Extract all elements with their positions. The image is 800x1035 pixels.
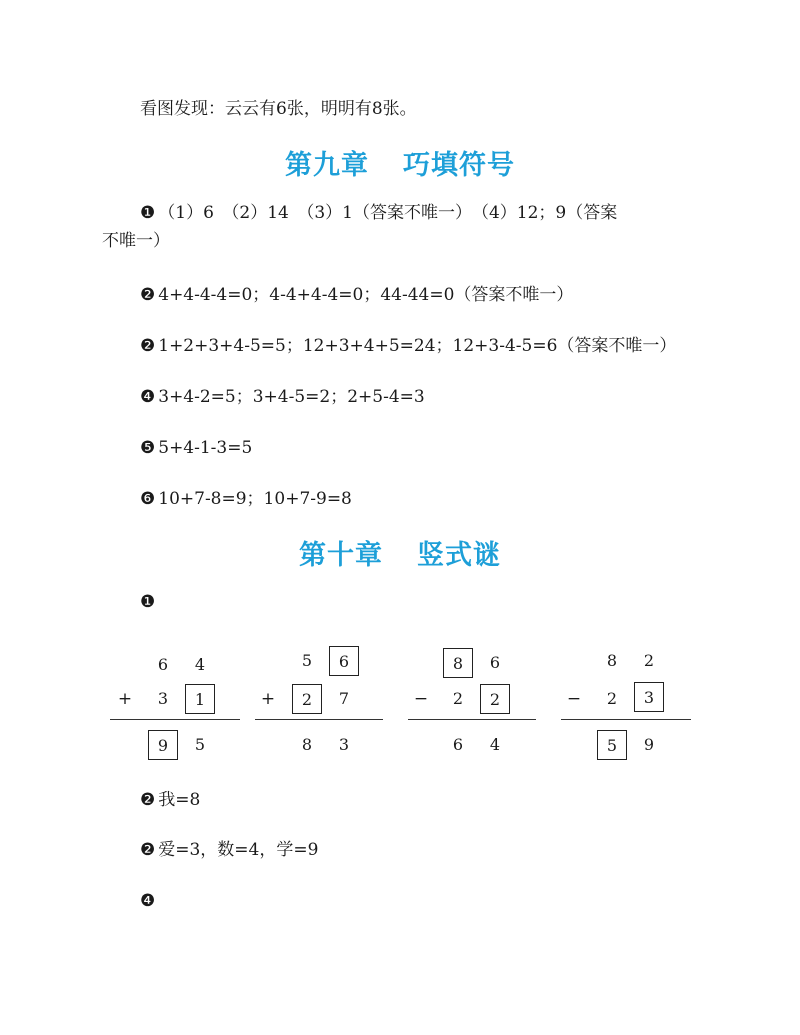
p3-top-tens-box: 8	[443, 648, 473, 678]
p4-rule	[561, 719, 691, 720]
ch9-item-1-line1: （1）6 （2）14 （3）1（答案不唯一） （4）12；9（答案	[158, 203, 618, 223]
p2-top-ones-box: 6	[329, 646, 359, 676]
ch9-item-2-text: 4+4-4-4=0；4-4+4-4=0；44-44=0（答案不唯一）	[158, 285, 574, 305]
ch9-item-5	[140, 436, 252, 460]
ch9-item-3-mark: ❷	[140, 336, 156, 356]
chapter-9-title: 巧填符号	[403, 150, 515, 181]
ch9-item-2	[140, 283, 573, 307]
ch10-item-3	[140, 838, 318, 862]
chapter-10-heading	[0, 533, 800, 572]
ch9-item-4	[140, 385, 425, 409]
ch10-item-4-mark: ❹	[140, 891, 156, 911]
p3-bottom-ones: 4	[489, 735, 501, 754]
p3-mid-ones-box: 2	[480, 684, 510, 714]
p1-top-ones: 4	[194, 655, 206, 674]
p4-bottom-tens-box: 5	[597, 730, 627, 760]
p2-operator: +	[260, 689, 276, 709]
p2-rule	[255, 719, 383, 720]
ch9-item-6-text: 10+7-8=9；10+7-9=8	[158, 489, 352, 509]
chapter-10-title: 竖式谜	[417, 540, 501, 571]
intro-line: 看图发现：云云有6张，明明有8张。	[140, 99, 417, 119]
ch9-item-3-text: 1+2+3+4-5=5；12+3+4+5=24；12+3-4-5=6（答案不唯一）	[158, 336, 677, 356]
ch9-item-3	[140, 334, 676, 358]
p2-top-tens: 5	[301, 651, 313, 670]
vertical-puzzle-1	[110, 650, 240, 760]
p1-mid-ones-box: 1	[185, 684, 215, 714]
ch10-item-2	[140, 788, 200, 812]
vertical-puzzle-3	[408, 646, 536, 760]
p4-mid-ones-box: 3	[634, 682, 664, 712]
ch9-item-6	[140, 487, 352, 511]
chapter-9-number: 第九章	[285, 150, 369, 181]
ch9-item-1-mark: ❶	[140, 203, 156, 223]
ch9-item-4-text: 3+4-2=5；3+4-5=2；2+5-4=3	[158, 387, 425, 407]
vertical-puzzle-4	[561, 646, 691, 760]
ch10-item-1-mark: ❶	[140, 592, 156, 612]
vertical-puzzle-2	[255, 644, 383, 760]
ch9-item-6-mark: ❻	[140, 489, 156, 509]
p1-bottom-tens-box: 9	[148, 730, 178, 760]
p2-bottom-tens: 8	[301, 735, 313, 754]
p1-bottom-ones: 5	[194, 735, 206, 754]
ch10-item-3-text: 爱=3，数=4，学=9	[158, 840, 319, 860]
p1-rule	[110, 719, 240, 720]
p2-mid-tens-box: 2	[292, 684, 322, 714]
ch9-item-1	[140, 201, 617, 225]
p1-operator: +	[117, 689, 133, 709]
ch9-item-5-text: 5+4-1-3=5	[158, 438, 253, 458]
ch9-item-5-mark: ❺	[140, 438, 156, 458]
chapter-9-heading	[0, 143, 800, 182]
p2-mid-ones: 7	[338, 689, 350, 708]
ch10-item-3-mark: ❷	[140, 840, 156, 860]
p3-top-ones: 6	[489, 653, 501, 672]
chapter-10-number: 第十章	[299, 540, 383, 571]
ch9-item-2-mark: ❷	[140, 285, 156, 305]
ch10-item-2-text: 我=8	[158, 790, 201, 810]
p4-top-ones: 2	[643, 651, 655, 670]
p4-operator: −	[566, 689, 582, 709]
p1-top-tens: 6	[157, 655, 169, 674]
ch9-item-4-mark: ❹	[140, 387, 156, 407]
p4-top-tens: 8	[606, 651, 618, 670]
p2-bottom-ones: 3	[338, 735, 350, 754]
p4-mid-tens: 2	[606, 689, 618, 708]
ch9-item-1-continued: 不唯一）	[102, 231, 170, 251]
p1-mid-tens: 3	[157, 689, 169, 708]
p3-operator: −	[413, 689, 429, 709]
p3-mid-tens: 2	[452, 689, 464, 708]
p3-rule	[408, 719, 536, 720]
ch10-item-2-mark: ❷	[140, 790, 156, 810]
p4-bottom-ones: 9	[643, 735, 655, 754]
p3-bottom-tens: 6	[452, 735, 464, 754]
